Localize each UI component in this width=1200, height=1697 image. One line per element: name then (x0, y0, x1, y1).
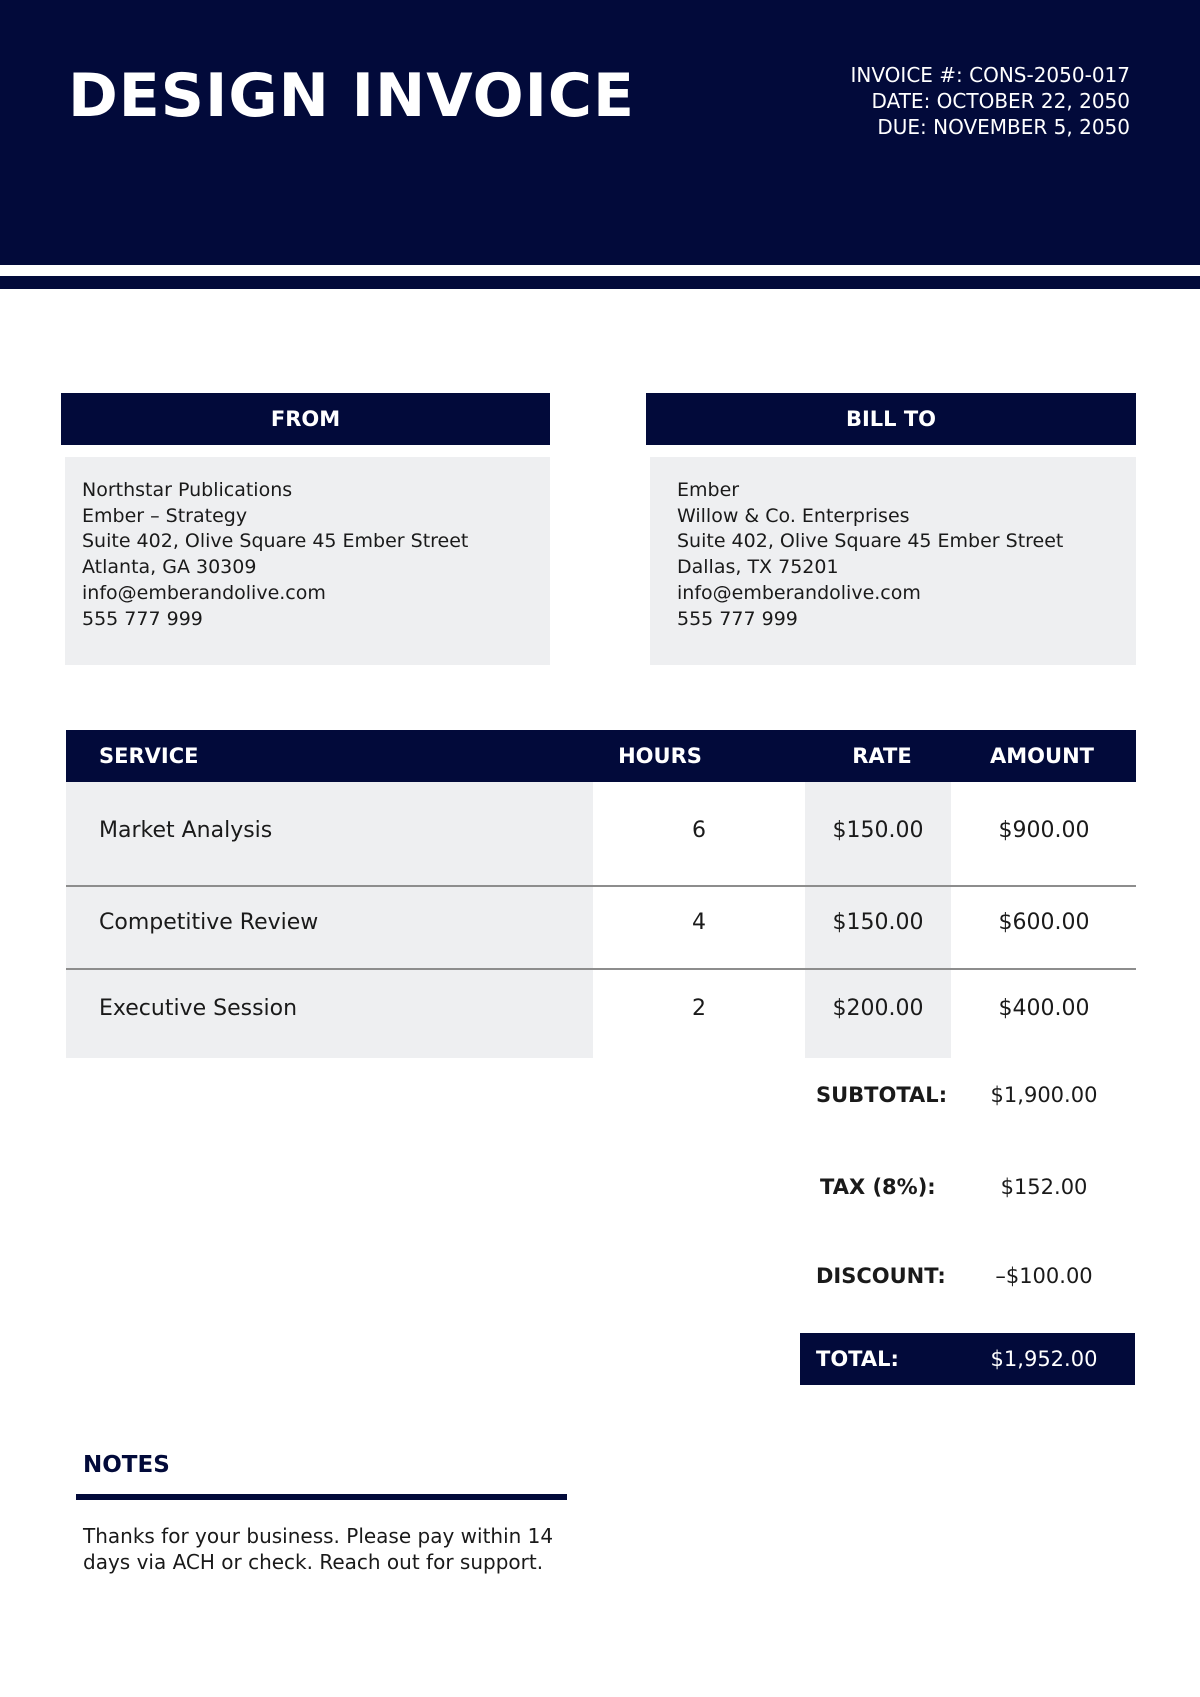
bill-to-details (650, 457, 1136, 665)
discount-label: DISCOUNT: (816, 1264, 946, 1288)
bill-to-email: info@emberandolive.com (677, 581, 921, 604)
notes-divider (76, 1494, 567, 1500)
notes-text: Thanks for your business. Please pay within 14 days via ACH or check. Reach out for support. (83, 1524, 554, 1574)
header-stripe-dark (0, 276, 1200, 289)
from-phone: 555 777 999 (82, 607, 203, 630)
invoice-header (0, 0, 1200, 265)
header-stripe-light (0, 265, 1200, 276)
bill-to-address: Suite 402, Olive Square 45 Ember Street (677, 530, 1064, 553)
services-table-header: SERVICE HOURS RATE AMOUNT (66, 730, 1136, 782)
invoice-meta (850, 62, 1130, 140)
invoice-date: DATE: OCTOBER 22, 2050 (871, 89, 1130, 113)
bill-to-phone: 555 777 999 (677, 607, 798, 630)
row-divider (66, 885, 1136, 887)
column-header-service: SERVICE (99, 744, 199, 768)
row-divider (66, 968, 1136, 970)
service-cell: Executive Session (99, 996, 298, 1021)
tax-label: TAX (8%): (820, 1175, 936, 1199)
bill-to-name: Ember (677, 479, 740, 501)
service-cell: Market Analysis (99, 818, 273, 843)
from-company: Northstar Publications (82, 479, 293, 501)
from-address: Suite 402, Olive Square 45 Ember Street (82, 530, 469, 553)
service-cell: Competitive Review (99, 910, 319, 935)
from-details (65, 457, 550, 665)
bill-to-company: Willow & Co. Enterprises (677, 504, 910, 527)
from-heading: FROM (61, 393, 550, 445)
from-email: info@emberandolive.com (82, 581, 326, 604)
bill-to-city: Dallas, TX 75201 (677, 556, 839, 579)
from-city: Atlanta, GA 30309 (82, 556, 257, 579)
bill-to-heading: BILL TO (646, 393, 1136, 445)
invoice-number: INVOICE #: CONS-2050-017 (850, 63, 1130, 87)
invoice-due-date: DUE: NOVEMBER 5, 2050 (877, 115, 1130, 139)
total-label: TOTAL: (816, 1347, 899, 1371)
subtotal-label: SUBTOTAL: (816, 1083, 948, 1107)
notes-title: NOTES (83, 1452, 170, 1478)
from-contact: Ember – Strategy (82, 504, 248, 527)
invoice-title: DESIGN INVOICE (68, 61, 635, 131)
grand-total-bar: TOTAL: $1,952.00 (800, 1333, 1135, 1385)
